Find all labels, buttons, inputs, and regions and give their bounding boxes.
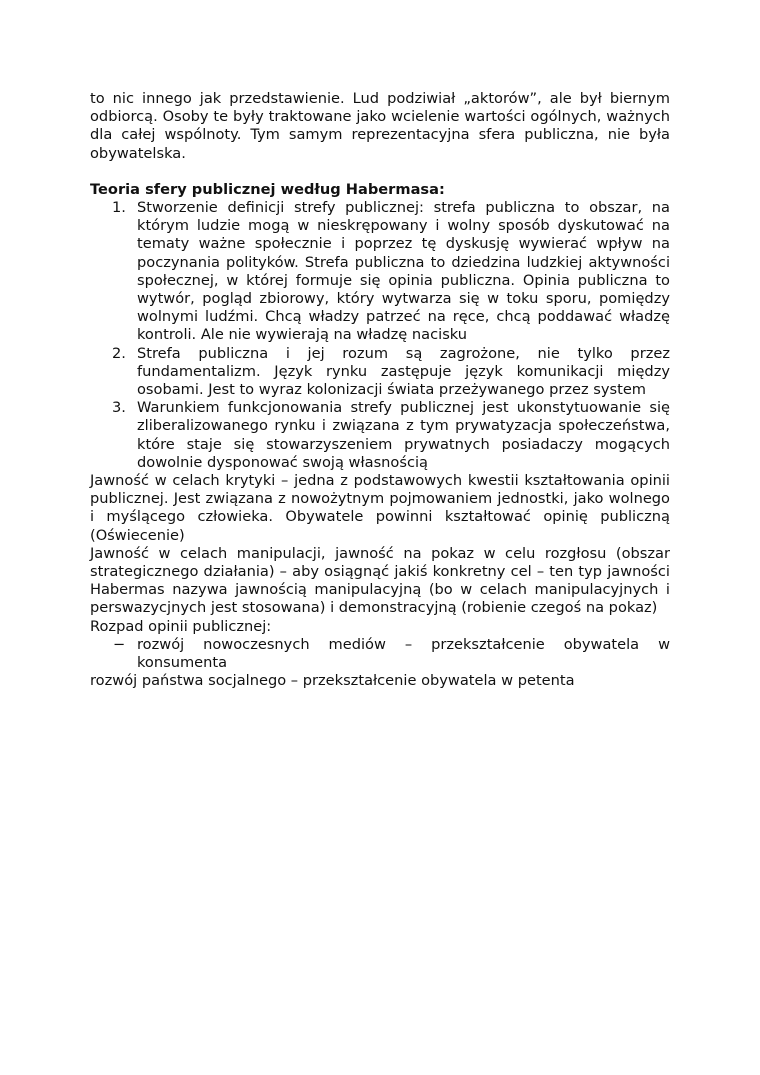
list-item-text: Stworzenie definicji strefy publicznej: strefa publiczna to obszar, na którym ludzie mogą w nieskrępowany i wolny sposób dyskutować na tematy ważne społecznie i poprzez tę dyskusję wywierać wpływ na poczynania polityków. Strefa publiczna to dziedzina ludzkiej aktywności społecznej, w której formuje się opinia publiczna. Opinia publiczna to wytwór, pogląd zbiorowy, który wytwarza się w toku sporu, pomiędzy wolnymi ludźmi. Chcą władzy patrzeć na ręce, chcą poddawać władzę kontroli. Ale nie wywierają na władzę nacisku bbox=[137, 199, 670, 344]
list-item-text: Warunkiem funkcjonowania strefy publicznej jest ukonstytuowanie się zliberalizowanego rynku i związana z tym prywatyzacja społeczeństwa, które staje się stowarzyszeniem prywatnych posiadaczy mogących dowolnie dysponować swoją własnością bbox=[137, 399, 670, 471]
final-line: rozwój państwa socjalnego – przekształcenie obywatela w petenta bbox=[90, 672, 575, 690]
numbered-list bbox=[90, 199, 670, 472]
list-item-number: 3. bbox=[112, 399, 126, 417]
list-item bbox=[112, 399, 670, 472]
dash-marker: − bbox=[113, 635, 126, 653]
decay-label: Rozpad opinii publicznej: bbox=[90, 617, 272, 635]
section-heading: Teoria sfery publicznej według Habermasa: bbox=[90, 180, 445, 198]
dash-list bbox=[90, 636, 670, 672]
list-item-text: Strefa publiczna i jej rozum są zagrożone, nie tylko przez fundamentalizm. Język rynku zastępuje język komunikacji między osobami. Jest to wyraz kolonizacji świata przeżywanego przez system bbox=[137, 344, 670, 399]
document-page bbox=[90, 90, 670, 691]
intro-paragraph: to nic innego jak przedstawienie. Lud podziwiał „aktorów”, ale był biernym odbiorcą. Osoby te były traktowane jako wcielenie wartości ogólnych, ważnych dla całej wspólnoty. Tym samym reprezentacyjna sfera publiczna, nie była obywatelska. bbox=[90, 90, 670, 162]
list-item bbox=[112, 344, 670, 400]
manipulation-paragraph: Jawność w celach manipulacji, jawność na pokaz w celu rozgłosu (obszar strategicznego działania) – aby osiągnąć jakiś konkretny cel – ten typ jawności Habermas nazywa jawnością manipulacyjną (bo w celach manipulacyjnych i perswazycjnych jest stosowana) i demonstracyjną (robienie czegoś na pokaz) bbox=[90, 544, 670, 617]
list-item-number: 1. bbox=[112, 199, 126, 217]
list-item-text: rozwój nowoczesnych mediów – przekształcenie obywatela w konsumenta bbox=[137, 635, 670, 672]
list-item bbox=[113, 635, 670, 672]
list-item bbox=[112, 199, 670, 345]
list-item-number: 2. bbox=[112, 344, 126, 362]
critique-paragraph: Jawność w celach krytyki – jedna z podstawowych kwestii kształtowania opinii publicznej. Jest związana z nowożytnym pojmowaniem jednostki, jako wolnego i myślącego człowieka. Obywatele powinni kształtować opinię publiczną (Oświecenie) bbox=[90, 472, 670, 544]
